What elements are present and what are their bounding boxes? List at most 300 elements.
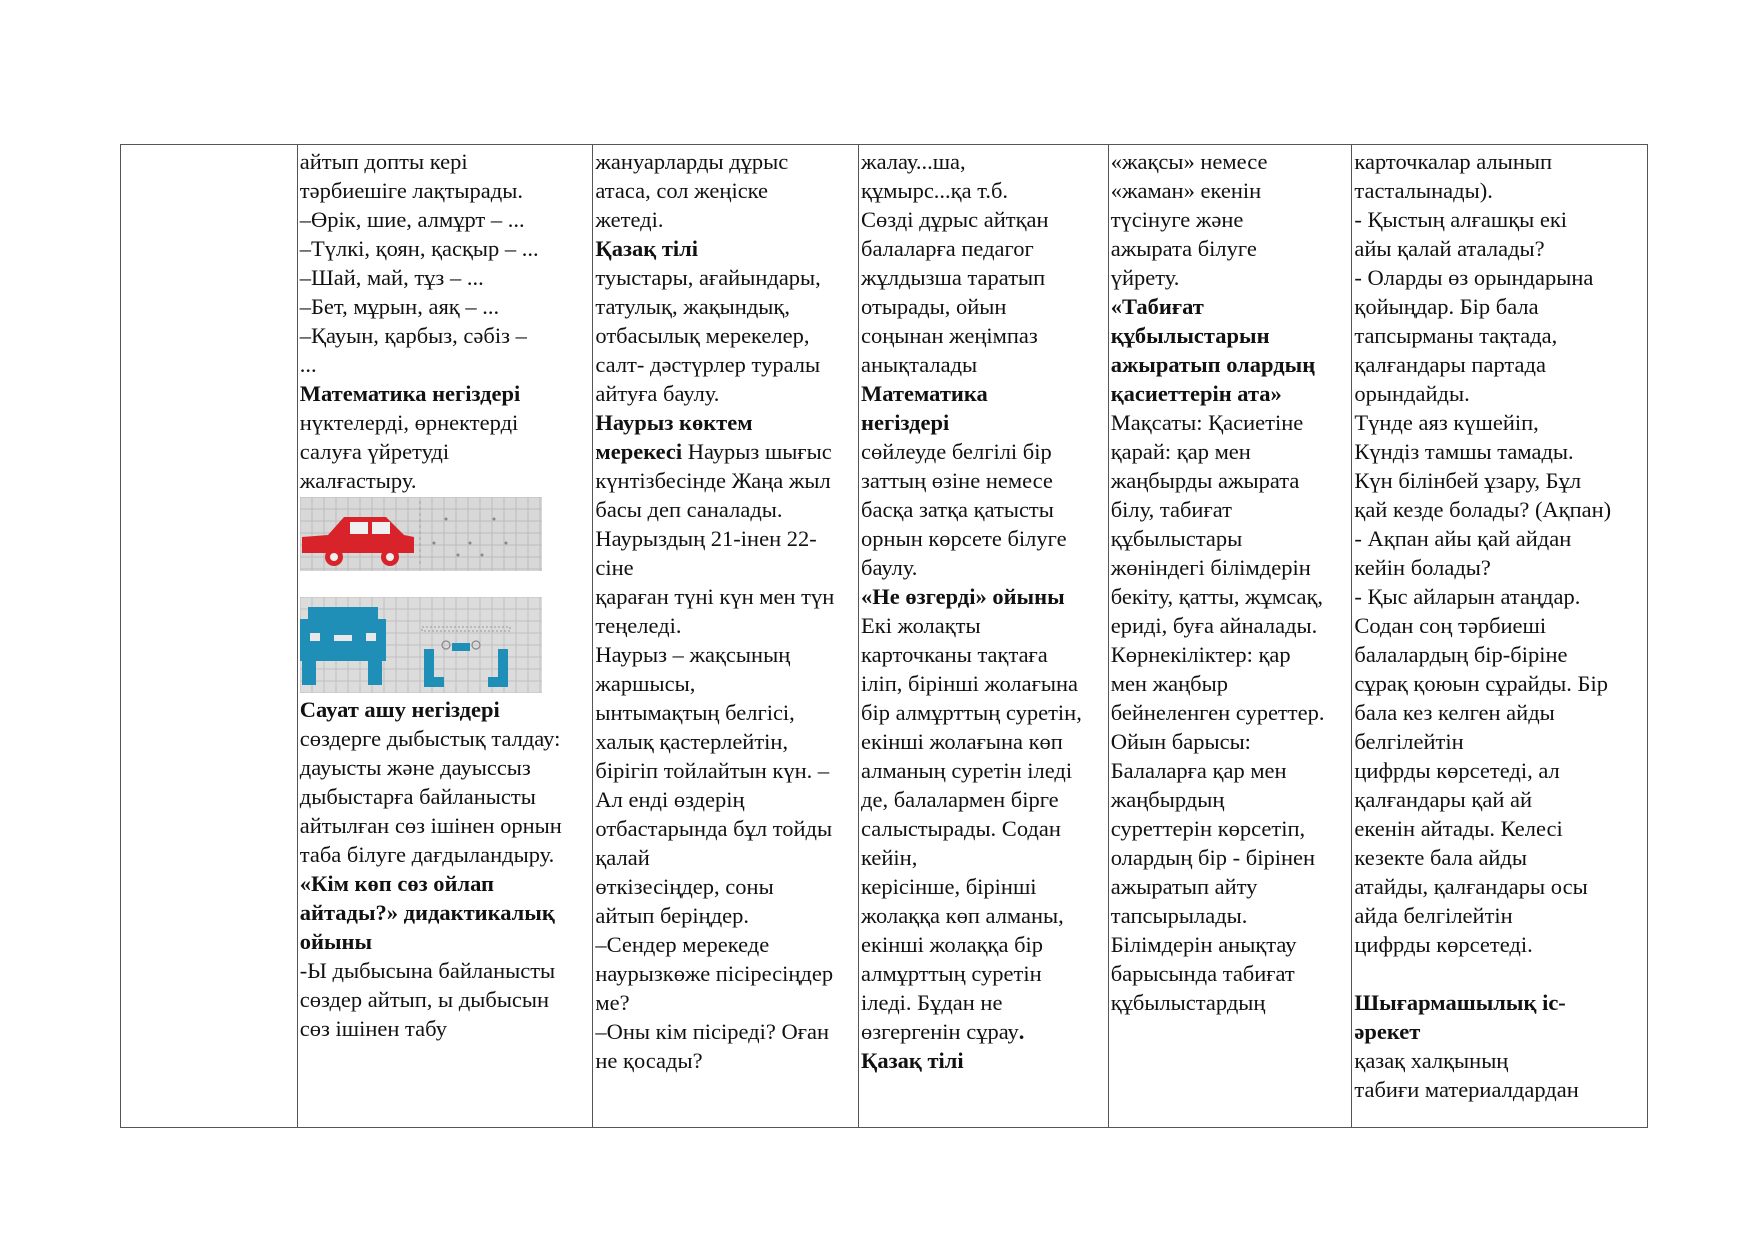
text-line xyxy=(595,843,857,872)
text-line xyxy=(1111,785,1351,814)
text-line xyxy=(595,205,857,234)
line-text: орнын көрсете білуге xyxy=(861,526,1067,551)
line-text: -Ы дыбысына байланысты xyxy=(299,958,556,983)
text-line xyxy=(300,811,592,840)
text-line xyxy=(300,753,592,782)
text-line xyxy=(595,611,857,640)
text-line xyxy=(1354,466,1646,495)
line-text: анықталады xyxy=(861,352,978,377)
text-line xyxy=(595,901,857,930)
line-text: құбылыстарын xyxy=(1110,323,1270,348)
line-text: сіне xyxy=(595,555,634,580)
text-line xyxy=(595,959,857,988)
text-line xyxy=(861,640,1107,669)
text-line xyxy=(1354,814,1646,843)
text-line xyxy=(1354,524,1646,553)
line-text: Түнде аяз күшейіп, xyxy=(1354,410,1539,435)
text-line xyxy=(595,379,857,408)
text-line xyxy=(595,495,857,524)
text-line xyxy=(861,727,1107,756)
line-text: сұрақ қоюын сұрайды. Бір xyxy=(1354,671,1608,696)
line-text: айтуға баулу. xyxy=(595,381,720,406)
text-line xyxy=(1354,843,1646,872)
text-line xyxy=(1354,553,1646,582)
line-text: балаларға педагог xyxy=(861,236,1034,261)
line-text: қазақ халқының xyxy=(1354,1048,1509,1073)
text-line xyxy=(1111,698,1351,727)
line-text: үйрету. xyxy=(1110,265,1180,290)
line-text: айтылған сөз ішінен орнын xyxy=(299,813,562,838)
line-text: бірігіп тойлайтын күн. – xyxy=(595,758,830,783)
line-text: құбылыстардың xyxy=(1110,990,1266,1015)
section-heading-line xyxy=(1354,988,1646,1017)
line-text: отбасылық мерекелер, xyxy=(595,323,810,348)
text-line xyxy=(595,292,857,321)
text-line xyxy=(861,292,1107,321)
text-line xyxy=(861,669,1107,698)
text-line xyxy=(595,640,857,669)
line-text: атаса, сол жеңіске xyxy=(595,178,769,203)
text-line xyxy=(861,756,1107,785)
section-heading-line xyxy=(595,234,857,263)
line-text: баулу. xyxy=(861,555,918,580)
text-line xyxy=(595,263,857,292)
text-line xyxy=(1354,321,1646,350)
text-line xyxy=(300,176,592,205)
text-line xyxy=(1111,582,1351,611)
line-text: Сауат ашу негіздері xyxy=(299,697,500,722)
text-line xyxy=(595,785,857,814)
text-line xyxy=(1354,408,1646,437)
line-text: –Бет, мұрын, аяқ – ... xyxy=(299,294,500,319)
line-text: суреттерін көрсетіп, xyxy=(1110,816,1306,841)
line-text: –Сендер мерекеде xyxy=(595,932,770,957)
line-text: Сөзді дұрыс айтқан xyxy=(861,207,1049,232)
text-line xyxy=(1111,147,1351,176)
section-heading-line xyxy=(300,898,592,927)
line-text: ойыны xyxy=(299,929,373,954)
line-text: басқа затқа қатысты xyxy=(861,497,1054,522)
line-text: айда белгілейтін xyxy=(1354,903,1513,928)
line-text: жануарларды дұрыс xyxy=(595,149,789,174)
text-line xyxy=(861,263,1107,292)
text-line xyxy=(300,408,592,437)
line-text: кейін болады? xyxy=(1354,555,1491,580)
line-text: сөз ішінен табу xyxy=(299,1016,447,1041)
line-text: Күн білінбей ұзару, Бұл xyxy=(1354,468,1582,493)
line-text: айтады?» дидактикалық xyxy=(299,900,555,925)
line-text: мен жаңбыр xyxy=(1110,671,1228,696)
text-line xyxy=(861,205,1107,234)
text-line xyxy=(861,843,1107,872)
line-text: ажыратып айту xyxy=(1110,874,1258,899)
text-line xyxy=(1111,640,1351,669)
line-text: карточкалар алынып xyxy=(1354,149,1553,174)
line-text: Наурыз шығыс xyxy=(682,439,832,464)
line-text: Содан соң тәрбиеші xyxy=(1354,613,1547,638)
text-line xyxy=(1111,814,1351,843)
text-line xyxy=(1111,843,1351,872)
text-line xyxy=(1354,1046,1646,1075)
text-line xyxy=(1354,263,1646,292)
text-line xyxy=(300,985,592,1014)
line-text: - Қыстың алғашқы екі xyxy=(1354,207,1568,232)
text-line xyxy=(1111,205,1351,234)
text-line xyxy=(595,698,857,727)
text-line xyxy=(1354,292,1646,321)
line-text: салт- дәстүрлер туралы xyxy=(595,352,821,377)
text-line xyxy=(595,872,857,901)
text-line xyxy=(595,756,857,785)
line-text: наурызкөже пісіресіңдер xyxy=(595,961,834,986)
line-text: Мақсаты: Қасиетіне xyxy=(1110,410,1304,435)
line-text: қараған түні күн мен түн xyxy=(595,584,835,609)
line-text: басы деп саналады. xyxy=(595,497,783,522)
lesson-plan-table xyxy=(120,144,1648,1128)
section-heading-line xyxy=(595,408,857,437)
text-line xyxy=(300,234,592,263)
line-text: жолаққа көп алманы, xyxy=(861,903,1064,928)
line-text: құмырс...қа т.б. xyxy=(861,178,1009,203)
text-line xyxy=(595,466,857,495)
line-text: тәрбиешіге лақтырады. xyxy=(299,178,523,203)
line-text: заттың өзіне немесе xyxy=(861,468,1053,493)
text-line xyxy=(1354,234,1646,263)
line-text: негіздері xyxy=(861,410,950,435)
line-text: «Кім көп сөз ойлап xyxy=(299,871,494,896)
line-text: де, балалармен бірге xyxy=(861,787,1059,812)
line-text: –Оны кім пісіреді? Оған xyxy=(595,1019,829,1044)
line-text: Математика xyxy=(861,381,988,406)
text-line xyxy=(1354,756,1646,785)
line-text: тасталынады). xyxy=(1354,178,1493,203)
line-text: ажыратып олардың xyxy=(1110,352,1316,377)
line-text: ме? xyxy=(595,990,630,1015)
line-text: табиғи материалдардан xyxy=(1354,1077,1579,1102)
line-text: теңеледі. xyxy=(595,613,682,638)
text-line xyxy=(595,437,857,466)
line-text: өткізесіңдер, соны xyxy=(595,874,774,899)
section-heading-line xyxy=(1111,379,1351,408)
line-text: сөздер айтып, ы дыбысын xyxy=(299,987,550,1012)
line-text: - Қыс айларын атаңдар. xyxy=(1354,584,1581,609)
line-text: тапсырманы тақтада, xyxy=(1354,323,1558,348)
line-text: кейін, xyxy=(861,845,918,870)
text-line xyxy=(595,814,857,843)
text-line xyxy=(595,1046,857,1075)
line-text: қарай: қар мен xyxy=(1110,439,1251,464)
text-line xyxy=(300,147,592,176)
column-1 xyxy=(297,145,593,1127)
line-text: Екі жолақты xyxy=(861,613,981,638)
line-text: алманың суретін іледі xyxy=(861,758,1073,783)
line-text: цифрды көрсетеді, ал xyxy=(1354,758,1560,783)
line-text: татулық, жақындық, xyxy=(595,294,790,319)
line-text: –Түлкі, қоян, қасқыр – ... xyxy=(299,236,539,261)
line-text: «жаман» екенін xyxy=(1110,178,1262,203)
text-line xyxy=(595,669,857,698)
section-heading-line xyxy=(300,927,592,956)
section-heading-line xyxy=(861,408,1107,437)
text-line xyxy=(861,1017,1107,1046)
text-line xyxy=(1111,234,1351,263)
text-line xyxy=(1354,350,1646,379)
line-text: Ойын барысы: xyxy=(1110,729,1251,754)
line-text: сөздерге дыбыстық талдау: xyxy=(299,726,561,751)
text-line xyxy=(861,524,1107,553)
line-text: қойыңдар. Бір бала xyxy=(1354,294,1539,319)
text-line xyxy=(300,321,592,350)
line-text: –Қауын, қарбыз, сәбіз – xyxy=(299,323,527,348)
text-line xyxy=(595,350,857,379)
section-heading-line xyxy=(300,695,592,724)
text-line xyxy=(595,321,857,350)
line-text: Наурыздың 21-інен 22- xyxy=(595,526,817,551)
text-line xyxy=(300,840,592,869)
text-line xyxy=(300,466,592,495)
line-text: - Оларды өз орындарына xyxy=(1354,265,1594,290)
text-line xyxy=(861,350,1107,379)
text-line xyxy=(861,553,1107,582)
line-text: жаңбырдың xyxy=(1110,787,1225,812)
line-text: айтып беріңдер. xyxy=(595,903,750,928)
line-text: бір алмұрттың суретін, xyxy=(861,700,1082,725)
text-line xyxy=(1111,263,1351,292)
inline-bold-text: мерекесі xyxy=(595,439,683,464)
text-line xyxy=(861,872,1107,901)
line-text: тапсырылады. xyxy=(1110,903,1248,928)
text-line xyxy=(1111,495,1351,524)
text-line xyxy=(1354,1075,1646,1104)
text-line xyxy=(300,292,592,321)
text-line xyxy=(861,959,1107,988)
text-line xyxy=(861,611,1107,640)
line-text: отырады, ойын xyxy=(861,294,1007,319)
text-line xyxy=(861,321,1107,350)
line-text: жаңбырды ажырата xyxy=(1110,468,1300,493)
text-line xyxy=(595,1017,857,1046)
text-line xyxy=(1111,988,1351,1017)
line-text: карточканы тақтаға xyxy=(861,642,1048,667)
line-text: кезекте бала айды xyxy=(1354,845,1528,870)
line-text: –Өрік, шие, алмұрт – ... xyxy=(299,207,525,232)
line-text: бала кез келген айды xyxy=(1354,700,1555,725)
line-text: қасиеттерін ата» xyxy=(1110,381,1282,406)
line-text: екенін айтады. Келесі xyxy=(1354,816,1563,841)
line-text: отбастарында бұл тойды xyxy=(595,816,833,841)
line-text: күнтізбесінде Жаңа жыл xyxy=(595,468,831,493)
text-line xyxy=(1354,872,1646,901)
text-line xyxy=(1111,466,1351,495)
text-line xyxy=(861,930,1107,959)
text-line xyxy=(1111,408,1351,437)
text-line xyxy=(300,956,592,985)
text-line xyxy=(1111,756,1351,785)
line-text: цифрды көрсетеді. xyxy=(1354,932,1533,957)
line-text: қалай xyxy=(595,845,650,870)
line-text: атайды, қалғандары осы xyxy=(1354,874,1588,899)
line-text: екінші жолағына көп xyxy=(861,729,1063,754)
section-heading-line xyxy=(861,582,1107,611)
section-heading-line xyxy=(861,1046,1107,1075)
car-image xyxy=(300,497,542,571)
section-heading-line xyxy=(1111,292,1351,321)
text-line xyxy=(861,176,1107,205)
text-line xyxy=(861,437,1107,466)
line-text: орындайды. xyxy=(1354,381,1470,406)
text-line xyxy=(1354,147,1646,176)
line-text: ... xyxy=(299,352,317,377)
line-text: салыстырады. Содан xyxy=(861,816,1061,841)
line-text: Қазақ тілі xyxy=(861,1048,964,1073)
inline-bold-text: . xyxy=(1018,1019,1025,1044)
text-line xyxy=(861,814,1107,843)
text-line xyxy=(595,553,857,582)
line-text: нүктелерді, өрнектерді xyxy=(299,410,519,435)
blue-image xyxy=(300,597,542,693)
line-text: құбылыстары xyxy=(1110,526,1243,551)
line-text: дауысты және дауыссыз xyxy=(299,755,531,780)
text-line xyxy=(1354,727,1646,756)
text-line xyxy=(1354,785,1646,814)
text-line xyxy=(595,524,857,553)
line-text: соңынан жеңімпаз xyxy=(861,323,1038,348)
line-text: айтып допты кері xyxy=(299,149,468,174)
line-text: сөйлеуде белгілі бір xyxy=(861,439,1052,464)
text-line xyxy=(1354,669,1646,698)
text-line xyxy=(861,495,1107,524)
text-line xyxy=(595,582,857,611)
line-text: Математика негіздері xyxy=(299,381,521,406)
line-text: Көрнекіліктер: қар xyxy=(1110,642,1291,667)
text-line xyxy=(1354,495,1646,524)
text-line xyxy=(595,176,857,205)
text-line xyxy=(1111,872,1351,901)
text-line xyxy=(595,930,857,959)
section-heading-line xyxy=(1354,1017,1646,1046)
line-text: қалғандары қай ай xyxy=(1354,787,1533,812)
text-line xyxy=(1354,640,1646,669)
line-text: қай кезде болады? (Ақпан) xyxy=(1354,497,1612,522)
line-text: ынтымақтың белгісі, xyxy=(595,700,795,725)
text-line xyxy=(861,988,1107,1017)
line-text: балалардың бір-біріне xyxy=(1354,642,1568,667)
text-line xyxy=(595,147,857,176)
text-line xyxy=(861,234,1107,263)
text-line xyxy=(1354,176,1646,205)
column-4 xyxy=(1108,145,1352,1127)
text-line xyxy=(1111,524,1351,553)
text-line xyxy=(595,988,857,1017)
text-line xyxy=(861,466,1107,495)
text-line xyxy=(1354,379,1646,408)
line-text: жаршысы, xyxy=(595,671,696,696)
section-heading-line xyxy=(861,379,1107,408)
line-text: алмұрттың суретін xyxy=(861,961,1042,986)
line-text: әрекет xyxy=(1354,1019,1421,1044)
line-text: туыстары, ағайындары, xyxy=(595,265,821,290)
text-line xyxy=(300,724,592,753)
text-line xyxy=(861,785,1107,814)
line-text: Ал енді өздерің xyxy=(595,787,745,812)
line-text: «Табиғат xyxy=(1110,294,1204,319)
line-text: Шығармашылық іс- xyxy=(1354,990,1566,1015)
line-text: жұлдызша таратып xyxy=(861,265,1046,290)
text-line xyxy=(300,1014,592,1043)
line-text: дыбыстарға байланысты xyxy=(299,784,536,809)
text-line xyxy=(300,350,592,379)
text-line xyxy=(300,782,592,811)
line-text: қалғандары партада xyxy=(1354,352,1546,377)
text-line xyxy=(1354,582,1646,611)
text-line xyxy=(1354,205,1646,234)
line-text: бейнеленген суреттер. xyxy=(1110,700,1325,725)
line-text: «жақсы» немесе xyxy=(1110,149,1268,174)
column-2 xyxy=(592,145,858,1127)
line-text: білу, табиғат xyxy=(1110,497,1232,522)
text-line xyxy=(1354,698,1646,727)
text-line xyxy=(1111,553,1351,582)
line-text: Қазақ тілі xyxy=(595,236,698,261)
line-text: Күндіз тамшы тамады. xyxy=(1354,439,1574,464)
section-heading-line xyxy=(300,379,592,408)
line-text: Балаларға қар мен xyxy=(1110,758,1287,783)
line-text: олардың бір - бірінен xyxy=(1110,845,1316,870)
text-line xyxy=(1111,959,1351,988)
column-0 xyxy=(121,145,297,1127)
line-text: айы қалай аталады? xyxy=(1354,236,1545,261)
line-text: белгілейтін xyxy=(1354,729,1464,754)
section-heading-line xyxy=(1111,321,1351,350)
line-text: не қосады? xyxy=(595,1048,703,1073)
line-text: халық қастерлейтін, xyxy=(595,729,789,754)
line-text: барысында табиғат xyxy=(1110,961,1295,986)
line-text: ажырата білуге xyxy=(1110,236,1257,261)
text-line xyxy=(861,147,1107,176)
text-line xyxy=(1111,669,1351,698)
section-heading-line xyxy=(1111,350,1351,379)
text-line xyxy=(1111,176,1351,205)
blank-line xyxy=(1354,959,1646,988)
line-text: салуға үйретуді xyxy=(299,439,450,464)
text-line xyxy=(1354,901,1646,930)
line-text: жалғастыру. xyxy=(299,468,417,493)
line-text: жетеді. xyxy=(595,207,664,232)
text-line xyxy=(1354,611,1646,640)
line-text: өзгергенін сұрау xyxy=(861,1019,1019,1044)
line-text: таба білуге дағдыландыру. xyxy=(299,842,555,867)
text-line xyxy=(1111,727,1351,756)
line-text: іледі. Бұдан не xyxy=(861,990,1003,1015)
line-text: түсінуге және xyxy=(1110,207,1244,232)
text-line xyxy=(861,901,1107,930)
text-line xyxy=(300,437,592,466)
column-3 xyxy=(858,145,1108,1127)
line-text: Наурыз көктем xyxy=(595,410,753,435)
line-text: жалау...ша, xyxy=(861,149,966,174)
line-text: керісінше, бірінші xyxy=(861,874,1037,899)
line-text: –Шай, май, тұз – ... xyxy=(299,265,484,290)
text-line xyxy=(1354,437,1646,466)
text-line xyxy=(1111,901,1351,930)
line-text: бекіту, қатты, жұмсақ, xyxy=(1110,584,1324,609)
text-line xyxy=(1111,437,1351,466)
section-heading-line xyxy=(300,869,592,898)
line-text: «Не өзгерді» ойыны xyxy=(861,584,1065,609)
line-text: Білімдерін анықтау xyxy=(1110,932,1297,957)
line-text: ериді, буға айналады. xyxy=(1110,613,1318,638)
text-line xyxy=(1354,930,1646,959)
